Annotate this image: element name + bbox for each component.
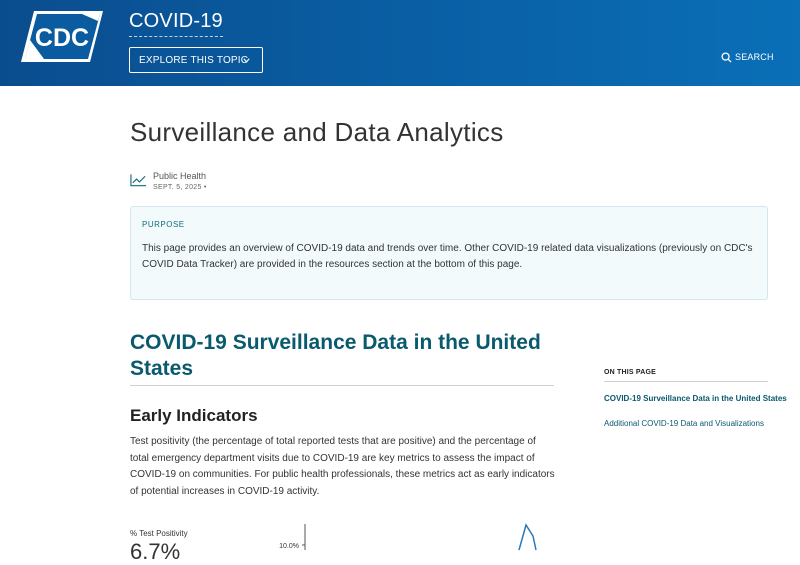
purpose-text: This page provides an overview of COVID-19 data and trends over time. Other COVID-19 related data visualizations (previously on CDC's COVID Data Tracker) are provided in the resources section at the bottom of this page. bbox=[142, 243, 753, 270]
line-chart-icon bbox=[130, 173, 147, 187]
section-body: Test positivity (the percentage of total reported tests that are positive) and the percentage of total emergency department visits due to COVID-19 are key metrics to assess the impact of COVID-19 on communities. For public health professionals, these metrics act as early indicators of potential increases in COVID-19 activity. bbox=[130, 436, 555, 497]
test-positivity-chart bbox=[270, 518, 570, 550]
page-date bbox=[153, 184, 207, 191]
on-this-page-label: ON THIS PAGE bbox=[604, 369, 768, 382]
topic-title[interactable]: COVID-19 bbox=[129, 10, 223, 37]
page-category: Public Health bbox=[153, 171, 207, 181]
search-icon bbox=[721, 52, 732, 63]
explore-topic-label: EXPLORE THIS TOPIC bbox=[139, 54, 249, 66]
on-this-page-nav bbox=[604, 369, 787, 428]
page-title: Surveillance and Data Analytics bbox=[130, 117, 504, 147]
section-heading: COVID-19 Surveillance Data in the United States bbox=[130, 330, 554, 386]
chart-y-tick-label: 10.0% bbox=[279, 543, 299, 550]
date-text: SEPT. 5, 2025 bbox=[153, 184, 202, 191]
date-separator: • bbox=[203, 184, 207, 191]
metric-value: 6.7% bbox=[130, 539, 181, 564]
cdc-logo[interactable] bbox=[20, 10, 104, 63]
site-header bbox=[0, 0, 800, 86]
purpose-label: PURPOSE bbox=[142, 220, 185, 229]
search-button[interactable] bbox=[721, 50, 774, 64]
subsection-heading: Early Indicators bbox=[130, 406, 258, 425]
on-this-page-link-surveillance[interactable]: COVID-19 Surveillance Data in the United States bbox=[604, 394, 787, 403]
metric-label: % Test Positivity bbox=[130, 529, 188, 538]
chevron-down-icon bbox=[242, 56, 251, 65]
explore-topic-button[interactable] bbox=[129, 47, 263, 73]
search-label: SEARCH bbox=[735, 52, 774, 62]
purpose-box bbox=[130, 206, 768, 300]
on-this-page-link-additional[interactable]: Additional COVID-19 Data and Visualizations bbox=[604, 419, 764, 428]
logo-text: CDC bbox=[34, 24, 90, 52]
chart-line bbox=[519, 525, 536, 550]
